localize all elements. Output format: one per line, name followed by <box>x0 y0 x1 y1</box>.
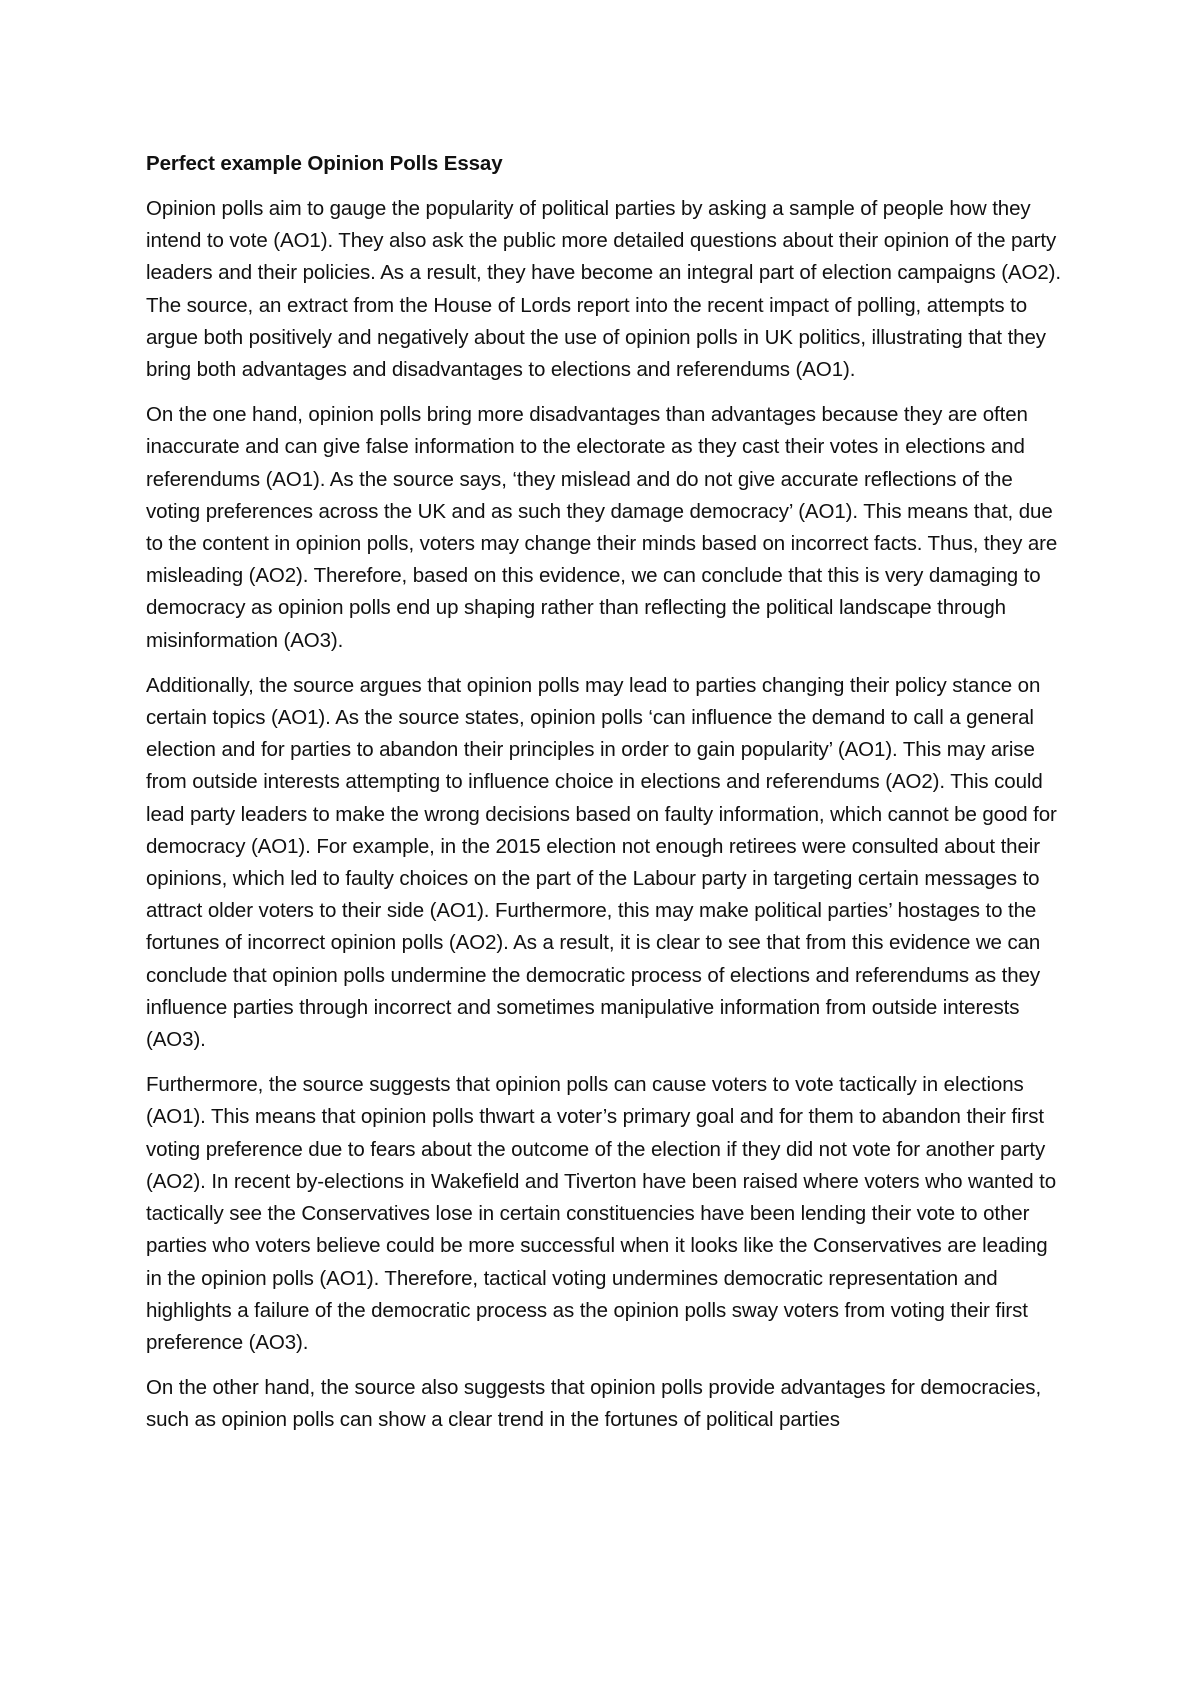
paragraph-1: Opinion polls aim to gauge the popularity of political parties by asking a sample of people how they intend to vote (AO1). They also ask the public more detailed questions about their opinion of the party leaders and their policies. As a result, they have become an integral part of election campaigns (AO2). The source, an extract from the House of Lords report into the recent impact of polling, attempts to argue both positively and negatively about the use of opinion polls in UK politics, illustrating that they bring both advantages and disadvantages to elections and referendums (AO1). <box>146 197 1061 382</box>
document-title: Perfect example Opinion Polls Essay <box>146 152 503 175</box>
paragraph-3: Additionally, the source argues that opinion polls may lead to parties changing their policy stance on certain topics (AO1). As the source states, opinion polls ‘can influence the demand to call a general election and for parties to abandon their principles in order to gain popularity’ (AO1). This may arise from outside interests attempting to influence choice in elections and referendums (AO2). This could lead party leaders to make the wrong decisions based on faulty information, which cannot be good for democracy (AO1). For example, in the 2015 election not enough retirees were consulted about their opinions, which led to faulty choices on the part of the Labour party in targeting certain messages to attract older voters to their side (AO1). Furthermore, this may make political parties’ hostages to the fortunes of incorrect opinion polls (AO2). As a result, it is clear to see that from this evidence we can conclude that opinion polls undermine the democratic process of elections and referendums as they influence parties through incorrect and sometimes manipulative information from outside interests (AO3). <box>146 673 1057 1052</box>
paragraph-4: Furthermore, the source suggests that opinion polls can cause voters to vote tactically in elections (AO1). This means that opinion polls thwart a voter’s primary goal and for them to abandon their first voting preference due to fears about the outcome of the election if they did not vote for another party (AO2). In recent by-elections in Wakefield and Tiverton have been raised where voters who wanted to tactically see the Conservatives lose in certain constituencies have been lending their vote to other parties who voters believe could be more successful when it looks like the Conservatives are leading in the opinion polls (AO1). Therefore, tactical voting undermines democratic representation and highlights a failure of the democratic process as the opinion polls sway voters from voting their first preference (AO3). <box>146 1073 1057 1354</box>
paragraph-2: On the one hand, opinion polls bring more disadvantages than advantages because they are often inaccurate and can give false information to the electorate as they cast their votes in elections and referendums (AO1). As the source says, ‘they mislead and do not give accurate reflections of the voting preferences across the UK and as such they damage democracy’ (AO1). This means that, due to the content in opinion polls, voters may change their minds based on incorrect facts. Thus, they are misleading (AO2). Therefore, based on this evidence, we can conclude that this is very damaging to democracy as opinion polls end up shaping rather than reflecting the political landscape through misinformation (AO3). <box>146 403 1058 652</box>
document-body <box>146 148 1064 1450</box>
paragraph-5: On the other hand, the source also suggests that opinion polls provide advantages for democracies, such as opinion polls can show a clear trend in the fortunes of political parties <box>146 1376 1042 1432</box>
